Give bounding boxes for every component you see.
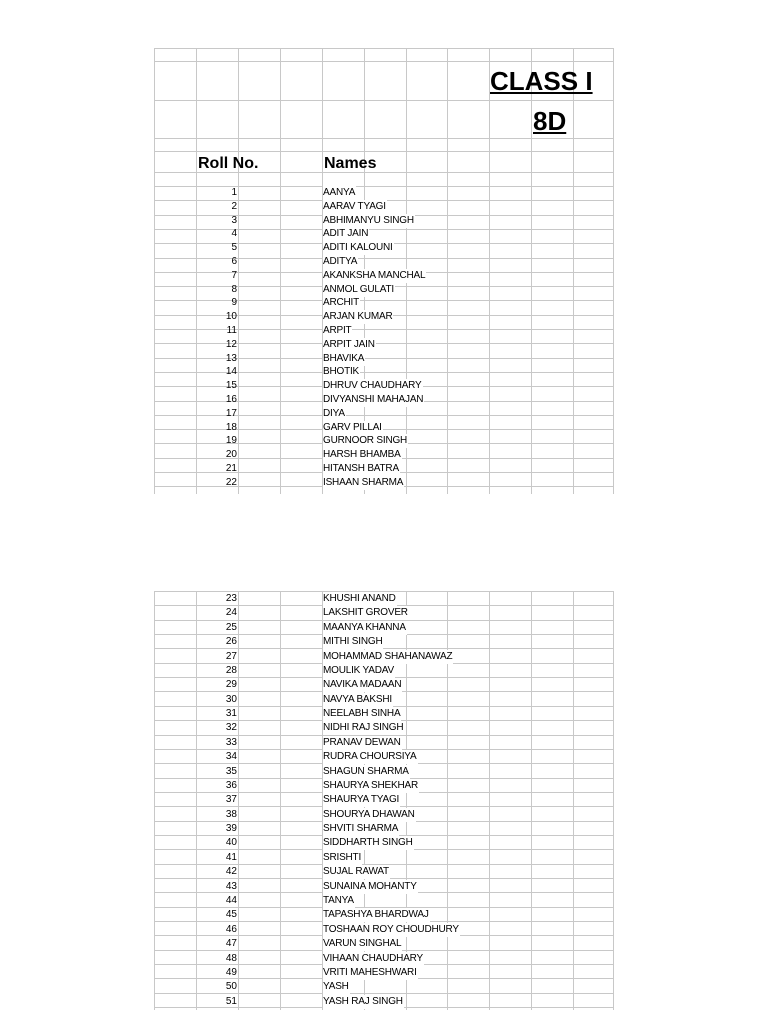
student-name-cell: ADIT JAIN [323, 228, 369, 240]
roll-number-cell: 13 [225, 352, 237, 364]
roll-number-cell: 23 [225, 593, 237, 604]
roll-number-cell: 8 [231, 283, 237, 295]
student-name-cell: HITANSH BATRA [323, 463, 399, 474]
grid-column-line [531, 48, 532, 494]
student-name-cell: NEELABH SINHA [323, 708, 401, 720]
roll-number-cell: 5 [231, 242, 237, 254]
roll-number-cell: 31 [225, 708, 237, 720]
student-name-cell: ISHAAN SHARMA [323, 476, 404, 488]
grid-column-line [573, 591, 574, 1010]
grid-column-line [447, 48, 448, 494]
roll-number-cell: 45 [225, 909, 237, 921]
grid-column-line [280, 591, 281, 1010]
roll-number-cell: 16 [225, 394, 237, 405]
student-name-cell: ARJAN KUMAR [323, 311, 393, 323]
student-name-cell: DIVYANSHI MAHAJAN [323, 394, 424, 405]
roll-number-cell: 12 [225, 338, 237, 350]
roll-number-cell: 19 [225, 435, 237, 447]
roll-number-cell: 20 [225, 449, 237, 461]
student-name-cell: SUNAINA MOHANTY [323, 880, 417, 892]
student-name-cell: MITHI SINGH [323, 636, 383, 648]
roll-number-cell: 7 [231, 269, 237, 281]
student-name-cell: ARCHIT [323, 297, 360, 309]
roll-number-cell: 15 [225, 380, 237, 392]
student-name-cell: SRISHTI [323, 851, 362, 863]
grid-row-line [154, 61, 614, 62]
roll-number-cell: 43 [225, 880, 237, 892]
roll-number-cell: 34 [225, 751, 237, 763]
roll-number-cell: 28 [225, 664, 237, 676]
student-name-cell: PRANAV DEWAN [323, 736, 401, 748]
student-name-cell: SIDDHARTH SINGH [323, 837, 413, 849]
student-name-cell: MOHAMMAD SHAHANAWAZ [323, 650, 453, 662]
student-name-cell: YASH [323, 981, 349, 993]
student-name-cell: DIYA [323, 407, 345, 419]
roll-number-cell: 1 [231, 187, 237, 198]
student-name-cell: BHOTIK [323, 366, 360, 378]
roll-number-cell: 3 [231, 214, 237, 226]
grid-column-line [613, 48, 614, 494]
grid-column-line [489, 591, 490, 1010]
student-name-cell: SHVITI SHARMA [323, 823, 399, 835]
student-name-cell: RUDRA CHOURSIYA [323, 751, 417, 763]
roll-number-cell: 14 [225, 366, 237, 378]
roll-number-cell: 21 [225, 463, 237, 474]
grid-column-line [573, 48, 574, 494]
roll-number-cell: 29 [225, 679, 237, 691]
roll-number-cell: 38 [225, 808, 237, 820]
student-name-cell: SHAURYA TYAGI [323, 794, 400, 806]
grid-column-line [280, 48, 281, 494]
roll-number-cell: 37 [225, 794, 237, 806]
roll-number-cell: 41 [225, 851, 237, 863]
roll-number-cell: 2 [231, 200, 237, 212]
student-name-cell: NIDHI RAJ SINGH [323, 722, 404, 734]
student-name-cell: SHOURYA DHAWAN [323, 808, 415, 820]
roll-number-cell: 4 [231, 228, 237, 240]
class-title: CLASS I [490, 66, 593, 96]
student-name-cell: TOSHAAN ROY CHOUDHURY [323, 923, 459, 935]
names-header: Names [324, 155, 377, 172]
roll-number-cell: 49 [225, 966, 237, 978]
student-name-cell: NAVIKA MADAAN [323, 679, 402, 691]
roll-number-cell: 48 [225, 952, 237, 964]
student-name-cell: MOULIK YADAV [323, 664, 394, 676]
student-name-cell: VRITI MAHESHWARI [323, 966, 417, 978]
student-name-cell: LAKSHIT GROVER [323, 607, 408, 619]
student-name-cell: ADITI KALOUNI [323, 242, 393, 254]
roll-number-cell: 44 [225, 894, 237, 906]
roll-number-cell: 25 [225, 621, 237, 633]
roll-number-cell: 11 [226, 325, 237, 336]
roll-number-cell: 47 [225, 938, 237, 950]
grid-column-line [238, 591, 239, 1010]
student-name-cell: SHAGUN SHARMA [323, 765, 409, 777]
student-name-cell: NAVYA BAKSHI [323, 693, 392, 705]
roll-number-cell: 40 [225, 837, 237, 849]
student-name-cell: KHUSHI ANAND [323, 593, 396, 604]
student-name-cell: GARV PILLAI [323, 421, 382, 433]
student-name-cell: GURNOOR SINGH [323, 435, 408, 447]
student-name-cell: VARUN SINGHAL [323, 938, 402, 950]
roll-number-cell: 50 [225, 981, 237, 993]
grid-row-line [154, 48, 614, 49]
roll-number-cell: 30 [225, 693, 237, 705]
student-name-cell: TANYA [323, 894, 354, 906]
roll-number-cell: 9 [231, 297, 237, 309]
grid-column-line [613, 591, 614, 1010]
roll-number-cell: 35 [225, 765, 237, 777]
student-name-cell: YASH RAJ SINGH [323, 995, 403, 1007]
student-name-cell: AKANKSHA MANCHAL [323, 269, 426, 281]
grid-column-line [531, 591, 532, 1010]
roll-number-cell: 32 [225, 722, 237, 734]
roll-number-cell: 6 [231, 256, 237, 267]
student-name-cell: SHAURYA SHEKHAR [323, 779, 418, 791]
roll-number-cell: 39 [225, 823, 237, 835]
student-name-cell: ARPIT JAIN [323, 338, 375, 350]
student-name-cell: TAPASHYA BHARDWAJ [323, 909, 429, 921]
roll-number-cell: 27 [225, 650, 237, 662]
grid-row-line [154, 100, 614, 101]
student-name-cell: HARSH BHAMBA [323, 449, 401, 461]
student-name-cell: ABHIMANYU SINGH [323, 214, 414, 226]
roll-number-cell: 33 [225, 736, 237, 748]
student-name-cell: MAANYA KHANNA [323, 621, 406, 633]
roll-number-cell: 42 [225, 866, 237, 878]
student-name-cell: BHAVIKA [323, 352, 365, 364]
grid-column-line [238, 48, 239, 494]
roll-number-cell: 46 [225, 923, 237, 935]
student-name-cell: SUJAL RAWAT [323, 866, 389, 878]
student-name-cell: DHRUV CHAUDHARY [323, 380, 422, 392]
student-name-cell: ANMOL GULATI [323, 283, 394, 295]
roll-number-cell: 24 [225, 607, 237, 619]
student-name-cell: ARPIT [323, 325, 352, 336]
class-section: 8D [533, 106, 567, 136]
grid-row-line [154, 138, 614, 139]
grid-column-line [489, 48, 490, 494]
student-name-cell: VIHAAN CHAUDHARY [323, 952, 423, 964]
grid-row-line [154, 151, 614, 152]
roll-number-cell: 17 [225, 407, 237, 419]
student-name-cell: ADITYA [323, 256, 358, 267]
roll-number-cell: 22 [225, 476, 237, 488]
roll-no-header: Roll No. [198, 155, 259, 172]
roll-number-cell: 18 [225, 421, 237, 433]
roll-number-cell: 10 [225, 311, 237, 323]
student-name-cell: AANYA [323, 187, 356, 198]
roll-number-cell: 51 [225, 995, 237, 1007]
roll-number-cell: 36 [225, 779, 237, 791]
roll-number-cell: 26 [225, 636, 237, 648]
student-name-cell: AARAV TYAGI [323, 200, 386, 212]
